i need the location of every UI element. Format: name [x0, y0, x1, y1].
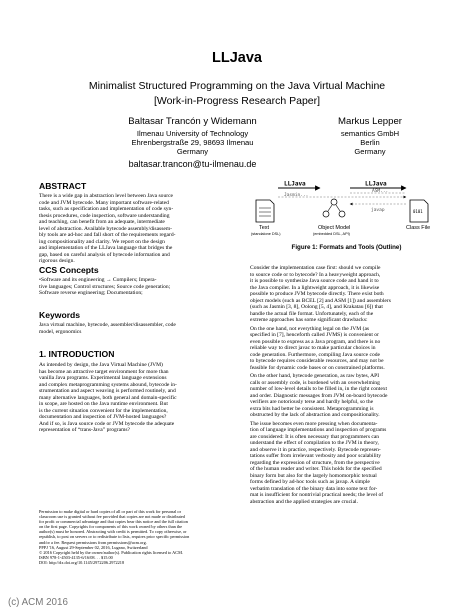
text-line: are considered: It is often necessary that programmers can — [250, 433, 380, 440]
text-line: level of abstraction. Available bytecode assembly/disassem- — [39, 225, 172, 232]
paragraph-other-hand — [250, 373, 443, 419]
text-line: on the first page. Copyrights for components of this work owned by others than the — [39, 524, 183, 530]
text-line: abstraction and the applied strategies are crucial. — [250, 498, 358, 505]
text-line: handle the actual file format. Unfortunately, each of the — [250, 310, 374, 317]
text-line: it is possible to synthesize Java source code and hand it to — [250, 278, 379, 284]
text-line: to bytecode requires considerable resources, and may not be — [250, 358, 384, 364]
introduction-heading: 1. INTRODUCTION — [39, 349, 115, 359]
paper-title: LLJava — [212, 50, 262, 66]
text-line: extra bits had better be consistent. Metaprogramming is — [250, 405, 374, 412]
text-line: regarding the expression of structure, from the perspective — [250, 459, 380, 466]
text-line: of the human reader and writer. This holds for the specified — [250, 466, 382, 472]
javap-label: javap — [371, 208, 385, 213]
text-line: There is a wide gap in abstraction level between Java source — [39, 193, 173, 199]
figure-diagram — [250, 178, 443, 238]
text-line: author(s) must be honored. Abstracting with credit is permitted. To copy otherwise, or — [39, 529, 187, 535]
class-file-icon — [410, 200, 428, 222]
text-line: ISBN 978-1-4503-4135-6/16/08. . . $15.00 — [39, 554, 113, 560]
text-line: specified in [7], henceforth called JVMS) is convenient or — [250, 332, 379, 338]
text-line: vanilla Java programs. Experimental language extensions — [39, 375, 167, 381]
text-line: Software reverse engineering; Documentation; — [39, 290, 143, 296]
text-line: documentation and inspection of JVM-hosted languages? — [39, 414, 167, 420]
paragraph-one-hand — [250, 326, 443, 372]
text-line: and implementation of the LLJava language that bridges the — [39, 245, 173, 251]
text-line: and observe it in practice, respectively. Bytecode represen- — [250, 446, 381, 453]
text-line: extreme approaches has some significant drawbacks: — [250, 317, 368, 323]
text-line: to source code or to bytecode? In a heavyweight approach, — [250, 271, 381, 278]
text-line: code and JVM bytecode. Many important software-related — [39, 199, 169, 206]
author-block-2 — [310, 116, 430, 156]
permission-block — [39, 509, 232, 565]
author-city: Berlin — [360, 138, 380, 147]
text-line: and order. Diagnostic messages from JVM on-board bytecode — [250, 392, 388, 399]
text-line: strumentation and aspect weaving is performed routinely, and — [39, 388, 176, 394]
text-line: number of low-level details to be filled in, in the right context — [250, 386, 388, 392]
author-name: Baltasar Trancón y Widemann — [128, 116, 257, 127]
acm-copyright: (c) ACM 2016 — [8, 597, 68, 608]
object-model-label: Object Model — [318, 225, 351, 231]
ccs-heading: CCS Concepts — [39, 265, 99, 275]
author-block-1 — [85, 116, 300, 169]
text-line: many alternative languages, both general and domain-specific — [39, 394, 177, 401]
text-line: calls or assembly code, is burdened with an overwhelming — [250, 379, 380, 386]
text-line: •Software and its engineering → Compilers; Impera- — [39, 277, 157, 283]
abstract-text — [39, 193, 232, 265]
svg-text:0101: 0101 — [413, 209, 423, 214]
text-line: has become an attractive target environment for more than — [39, 368, 169, 375]
text-line: forms defined by ad-hoc tools such as javap. A simple — [250, 479, 370, 485]
asm-label: ASM... — [372, 189, 389, 194]
ccs-text — [39, 277, 232, 297]
author-country: Germany — [176, 147, 209, 156]
text-line: in scope, are hosted on the Java runtime environment. But — [39, 401, 168, 407]
keywords-text — [39, 322, 232, 335]
text-line: even possible to express as a Java program, and there is no — [250, 338, 381, 345]
author-address: Ehrenbergstraße 29, 98693 Ilmenau — [131, 138, 254, 147]
text-line: And if so, is Java source code or JVM bytecode the adequate — [39, 420, 175, 427]
abstract-section — [39, 181, 232, 265]
text-line: tasks, such as specification and implementation of code syn- — [39, 206, 174, 212]
keywords-section — [39, 310, 232, 335]
text-line: rigorous design. — [39, 258, 75, 264]
text-line: is the current situation convenient for the implementation, — [39, 407, 168, 414]
text-line: thesis procedures, code inspection, software understanding — [39, 212, 170, 219]
text-line: feasible for dynamic code bases or on constrained platforms. — [250, 364, 385, 371]
text-line: PPPJ '16, August 29-September 02, 2016, Lugano, Switzerland — [39, 544, 148, 550]
permission-text — [39, 509, 232, 565]
text-format-label: Text — [259, 225, 270, 231]
text-line: republish, to post on servers or to redistribute to lists, requires prior specific permission — [39, 534, 190, 540]
author-affiliation: Ilmenau University of Technology — [136, 129, 249, 138]
author-email: baltasar.trancon@tu-ilmenau.de — [128, 159, 257, 169]
text-line: mat is insufficient for nontrivial practical needs; the level of — [250, 492, 384, 498]
text-file-icon — [256, 200, 274, 222]
paper-subtitle: Minimalist Structured Programming on the Java Virtual Machine — [88, 80, 386, 92]
object-model-sublabel: (embedded DSL, API) — [313, 232, 350, 236]
text-line: tations suffer from irrelevant verbosity and poor scalability — [250, 453, 381, 459]
text-line: the Java compiler. In a lightweight approach, it is likewise — [250, 284, 380, 291]
paragraph-implementation-case — [250, 265, 443, 324]
author-name: Markus Lepper — [338, 116, 402, 127]
text-line: classroom use is granted without fee provided that copies are not made or distributed — [39, 514, 185, 520]
introduction-text — [39, 362, 232, 434]
text-line: tion of language implementations and inspection of programs — [250, 427, 387, 433]
text-line: Consider the implementation case first: should we compile — [250, 265, 381, 271]
ccs-section — [39, 265, 232, 297]
text-line: Java virtual machine, bytecode, assembler/disassembler, code — [39, 322, 176, 328]
text-line: ing compositionality and clarity. We report on the design — [39, 238, 165, 245]
text-line: verifiers are notoriously terse and hardly helpful, so the — [250, 399, 374, 405]
text-line: (such as Jasmin [3, 8], Oolong [5, 4], and Krakatau [6]) that — [250, 304, 383, 310]
text-line: DOI: http://dx.doi.org/10.1145/2972206.2972218 — [39, 559, 125, 565]
text-line: On the other hand, bytecode generation, as raw bytes, API — [250, 373, 380, 379]
text-line: Permission to make digital or hard copies of all or part of this work for personal or — [39, 509, 182, 514]
text-line: and teaching, can benefit from an adequate, intermediate — [39, 219, 165, 225]
text-line: reliable way to direct javac to make particular choices in — [250, 345, 376, 351]
text-line: gap, based on careful analysis of bytecode information and — [39, 251, 170, 258]
text-line: representation of “trans-Java” programs? — [39, 427, 131, 433]
text-line: possible to produce JVM bytecode directly. There exist both — [250, 291, 384, 297]
paragraph-documentation — [250, 421, 443, 506]
text-line: for profit or commercial advantage and that copies bear this notice and the full citation — [39, 519, 188, 525]
text-format-sublabel: (standalone DSL) — [251, 232, 281, 236]
text-line: On the one hand, not everything legal on the JVM (as — [250, 325, 370, 332]
text-line: understand the effect of compilation to the JVM in theory, — [250, 440, 379, 446]
paper-subtitle-tag: [Work-in-Progress Research Paper] — [153, 95, 321, 107]
introduction-section — [39, 349, 232, 434]
text-line: and complex metaprogramming systems abound, bytecode in- — [39, 381, 177, 388]
object-model-icon — [323, 199, 345, 217]
abstract-heading: ABSTRACT — [39, 181, 87, 191]
class-file-label: Class File — [406, 225, 431, 231]
author-country: Germany — [354, 147, 386, 156]
text-line: obstructed by the lack of abstraction and compositionality. — [250, 412, 380, 418]
text-line: bly tools are ad-hoc and fall short of the requirements regard- — [39, 232, 176, 238]
text-line: verbatim translation of the binary data into some text for- — [250, 485, 378, 492]
figure-caption: Figure 1: Formats and Tools (Outline) — [291, 244, 402, 251]
right-column — [250, 265, 443, 505]
text-line: and/or a fee. Request permissions from permissions@acm.org. — [39, 539, 147, 545]
text-line: © 2016 Copyright held by the owner/author(s). Publication rights licensed to ACM. — [39, 549, 183, 555]
text-line: model, ergonomics — [39, 328, 82, 335]
jasmin-label: Jasmin... — [284, 193, 309, 198]
keywords-heading: Keywords — [39, 310, 81, 320]
author-affiliation: semantics GmbH — [340, 129, 400, 138]
text-line: As intended by design, the Java Virtual Machine (JVM) — [39, 362, 163, 368]
text-line: code generation. Furthermore, compiling Java source code — [250, 351, 380, 358]
text-line: The issue becomes even more pressing when documenta- — [250, 420, 378, 427]
lljava-label-2: LLJava — [365, 180, 387, 188]
text-line: tive languages; Control structures; Source code generation; — [39, 283, 171, 290]
lljava-label-1: LLJava — [284, 180, 306, 188]
figure-1 — [250, 178, 443, 238]
text-line: binary form but also for the largely homomorphic textual — [250, 472, 377, 479]
text-line: object models (such as BCEL [2] and ASM [1]) and assemblers — [250, 297, 391, 304]
